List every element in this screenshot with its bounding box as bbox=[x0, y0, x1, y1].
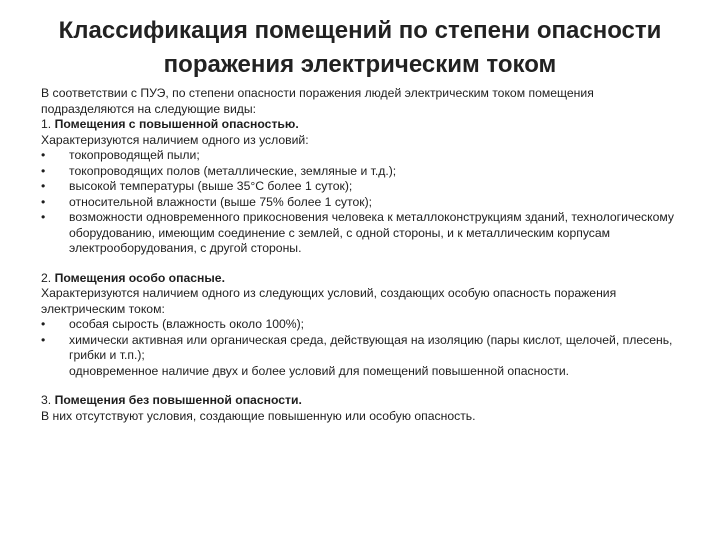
list-item bbox=[41, 210, 681, 257]
section-1-description: Характеризуются наличием одного из условий: bbox=[41, 132, 309, 147]
list-item bbox=[41, 148, 681, 164]
list-item-text: возможности одновременного прикосновения человека к металлоконструкциям зданий, технологическому оборудованию, имеющим соединение с землей, с одной стороны, и к металлическим корпусам электрооборудования, с другой стороны. bbox=[69, 210, 674, 255]
section-2-number: 2. bbox=[41, 270, 52, 285]
section-1-heading bbox=[41, 117, 681, 133]
list-item bbox=[41, 179, 681, 195]
title-line-1: Классификация помещений по степени опасности bbox=[58, 17, 662, 44]
section-1-list bbox=[41, 148, 681, 257]
list-item bbox=[41, 164, 681, 180]
bullet-icon: • bbox=[41, 179, 46, 193]
section-3-heading bbox=[41, 393, 681, 409]
section-2-extra-condition: одновременное наличие двух и более условий для помещений повышенной опасности. bbox=[69, 363, 570, 378]
spacer bbox=[41, 379, 681, 393]
section-3-number: 3. bbox=[41, 393, 52, 407]
title-line-2: поражения электрическим током bbox=[163, 51, 557, 78]
list-item-text: высокой температуры (выше 35°С более 1 суток); bbox=[69, 179, 353, 193]
list-item-text: особая сырость (влажность около 100%); bbox=[69, 317, 305, 331]
bullet-icon: • bbox=[41, 194, 46, 209]
section-2-label: Помещения особо опасные. bbox=[54, 270, 225, 285]
list-item bbox=[41, 333, 681, 364]
slide-body bbox=[41, 86, 681, 424]
list-item bbox=[41, 317, 681, 333]
list-item-text: относительной влажности (выше 75% более 1 суток); bbox=[69, 194, 373, 209]
section-3-description: В них отсутствуют условия, создающие повышенную или особую опасность. bbox=[41, 408, 476, 423]
section-2-description: Характеризуются наличием одного из следующих условий, создающих особую опасность поражения электрическим током: bbox=[41, 286, 617, 316]
list-item-text: токопроводящих полов (металлические, земляные и т.д.); bbox=[69, 163, 397, 178]
list-item-text: токопроводящей пыли; bbox=[69, 148, 200, 162]
bullet-icon: • bbox=[41, 210, 46, 224]
slide-title bbox=[20, 14, 700, 82]
spacer bbox=[41, 257, 681, 271]
bullet-icon: • bbox=[41, 148, 46, 162]
bullet-icon: • bbox=[41, 163, 46, 178]
section-3-label: Помещения без повышенной опасности. bbox=[54, 393, 302, 407]
section-2-list bbox=[41, 317, 681, 364]
intro-paragraph: В соответствии с ПУЭ, по степени опасности поражения людей электрическим током помещения подразделяются на следующие виды: bbox=[41, 86, 594, 116]
list-item bbox=[41, 195, 681, 211]
bullet-icon: • bbox=[41, 332, 46, 347]
bullet-icon: • bbox=[41, 317, 46, 331]
section-1-number: 1. bbox=[41, 117, 52, 131]
list-item-text: химически активная или органическая среда, действующая на изоляцию (пары кислот, щелочей, плесень, грибки и т.п.); bbox=[69, 332, 673, 362]
section-2-heading bbox=[41, 271, 681, 287]
section-1-label: Помещения с повышенной опасностью. bbox=[54, 117, 299, 131]
